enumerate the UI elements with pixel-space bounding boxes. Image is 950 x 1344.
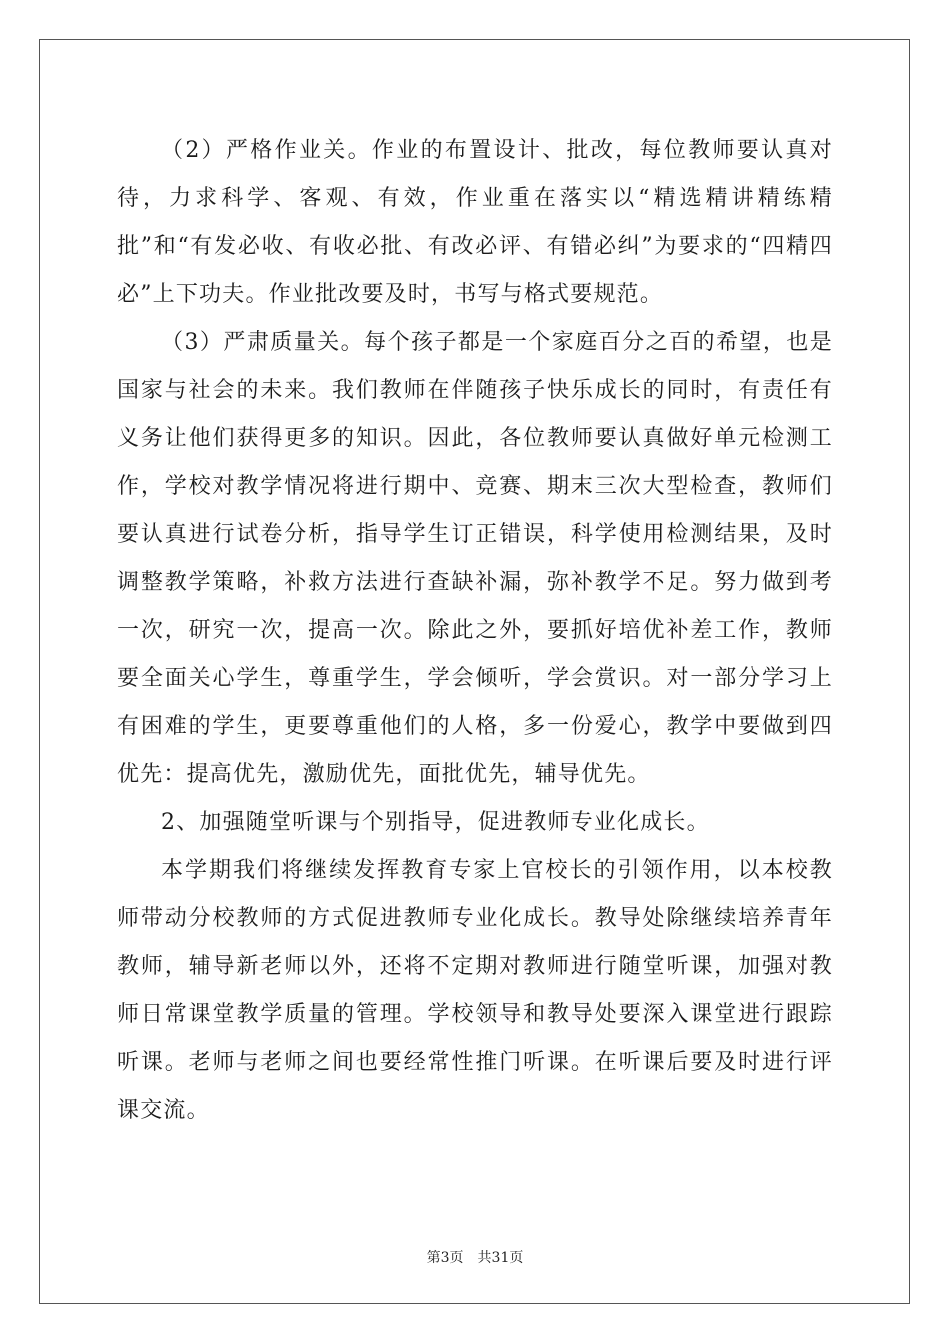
document-body xyxy=(117,127,833,1135)
page-total: 共31页 xyxy=(477,1250,524,1266)
page-number: 第3页 xyxy=(426,1250,464,1266)
paragraph-section-heading: 2、加强随堂听课与个别指导，促进教师专业化成长。 xyxy=(161,810,710,835)
paragraph-quality-check: （3）严肃质量关。每个孩子都是一个家庭百分之百的希望，也是国家与社会的未来。我们教师在伴随孩子快乐成长的同时，有责任有义务让他们获得更多的知识。因此，各位教师要认真做好单元检测工作，学校对教学情况将进行期中、竞赛、期末三次大型检查，教师们要认真进行试卷分析，指导学生订正错误，科学使用检测结果，及时调整教学策略，补救方法进行查缺补漏，弥补教学不足。努力做到考一次，研究一次，提高一次。除此之外，要抓好培优补差工作，教师要全面关心学生，尊重学生，学会倾听，学会赏识。对一部分学习上有困难的学生，更要尊重他们的人格，多一份爱心，教学中要做到四优先：提高优先，激励优先，面批优先，辅导优先。 xyxy=(117,330,833,787)
paragraph-lesson-observation: 本学期我们将继续发挥教育专家上官校长的引领作用，以本校教师带动分校教师的方式促进教师专业化成长。教导处除继续培养青年教师，辅导新老师以外，还将不定期对教师进行随堂听课，加强对教师日常课堂教学质量的管理。学校领导和教导处要深入课堂进行跟踪听课。老师与老师之间也要经常性推门听课。在听课后要及时进行评课交流。 xyxy=(117,858,833,1123)
page-footer xyxy=(0,1249,950,1267)
paragraph-homework-check: （2）严格作业关。作业的布置设计、批改，每位教师要认真对待，力求科学、客观、有效，作业重在落实以“精选精讲精练精批”和“有发必收、有收必批、有改必评、有错必纠”为要求的“四精四必”上下功夫。作业批改要及时，书写与格式要规范。 xyxy=(117,138,833,307)
